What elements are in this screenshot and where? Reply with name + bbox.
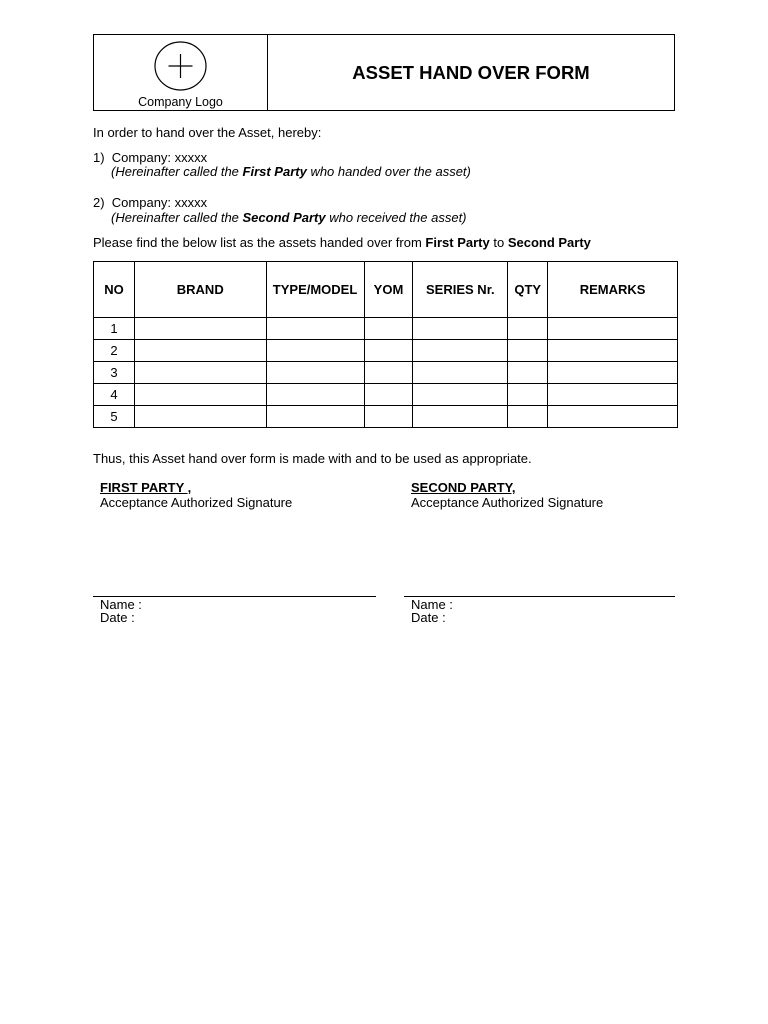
qty-cell[interactable] [508,362,548,384]
remarks-cell[interactable] [548,318,678,340]
second-party-name-label: Name : [411,597,453,612]
table-header-row [94,262,678,318]
brand-cell[interactable] [134,318,266,340]
row-number: 4 [94,384,135,406]
type-model-cell[interactable] [266,384,364,406]
column-header-brand: BRAND [134,262,266,318]
table-row [94,318,678,340]
list-intro-pre: Please find the below list as the assets handed over from [93,235,426,250]
intro-text: In order to hand over the Asset, hereby: [93,125,322,140]
list-intro-from: First Party [425,235,490,250]
yom-cell[interactable] [364,384,413,406]
logo-label: Company Logo [138,95,223,109]
first-party-caption: Acceptance Authorized Signature [100,495,293,510]
yom-cell[interactable] [364,340,413,362]
yom-cell[interactable] [364,362,413,384]
party-2-number: 2) [93,195,105,210]
second-party-date-label: Date : [411,610,446,625]
column-header-yom: YOM [364,262,413,318]
first-party-name-label: Name : [100,597,142,612]
party-2-note-post: who received the asset) [325,210,467,225]
remarks-cell[interactable] [548,384,678,406]
remarks-cell[interactable] [548,340,678,362]
party-2-company [93,195,207,210]
logo-placeholder-icon [154,41,207,91]
list-intro-to: Second Party [507,235,591,250]
brand-cell[interactable] [134,406,266,428]
row-number: 2 [94,340,135,362]
column-header-type-model: TYPE/MODEL [266,262,364,318]
series-cell[interactable] [413,362,508,384]
list-intro-mid: to [489,235,508,250]
party-1-note-post: who handed over the asset) [306,164,471,179]
party-1-note [111,164,471,179]
row-number: 5 [94,406,135,428]
yom-cell[interactable] [364,406,413,428]
asset-table [93,261,678,428]
second-party-caption: Acceptance Authorized Signature [411,495,604,510]
remarks-cell[interactable] [548,362,678,384]
logo-cell [94,35,268,110]
form-header [93,34,675,111]
list-intro [93,235,591,250]
series-cell[interactable] [413,340,508,362]
type-model-cell[interactable] [266,362,364,384]
type-model-cell[interactable] [266,340,364,362]
yom-cell[interactable] [364,318,413,340]
party-2-note [111,210,467,225]
series-cell[interactable] [413,406,508,428]
brand-cell[interactable] [134,384,266,406]
table-row [94,406,678,428]
first-party-date-label: Date : [100,610,135,625]
remarks-cell[interactable] [548,406,678,428]
column-header-qty: QTY [508,262,548,318]
brand-cell[interactable] [134,340,266,362]
first-party-heading: FIRST PARTY , [100,480,192,495]
table-row [94,384,678,406]
type-model-cell[interactable] [266,318,364,340]
table-row [94,362,678,384]
type-model-cell[interactable] [266,406,364,428]
party-2-note-bold: Second Party [242,210,326,225]
party-1-note-bold: First Party [242,164,307,179]
qty-cell[interactable] [508,406,548,428]
qty-cell[interactable] [508,318,548,340]
party-2-company-label: Company: xxxxx [111,195,208,210]
table-row [94,340,678,362]
second-party-heading: SECOND PARTY, [411,480,516,495]
column-header-series: SERIES Nr. [413,262,508,318]
party-1-company [93,150,207,165]
party-1-number: 1) [93,150,105,165]
series-cell[interactable] [413,384,508,406]
column-header-no: NO [94,262,135,318]
closing-text: Thus, this Asset hand over form is made with and to be used as appropriate. [93,451,532,466]
row-number: 3 [94,362,135,384]
column-header-remarks: REMARKS [548,262,678,318]
party-1-note-pre: (Hereinafter called the [111,164,243,179]
row-number: 1 [94,318,135,340]
party-1-company-label: Company: xxxxx [111,150,208,165]
party-2-note-pre: (Hereinafter called the [111,210,243,225]
qty-cell[interactable] [508,340,548,362]
series-cell[interactable] [413,318,508,340]
qty-cell[interactable] [508,384,548,406]
form-title: ASSET HAND OVER FORM [352,61,590,83]
brand-cell[interactable] [134,362,266,384]
